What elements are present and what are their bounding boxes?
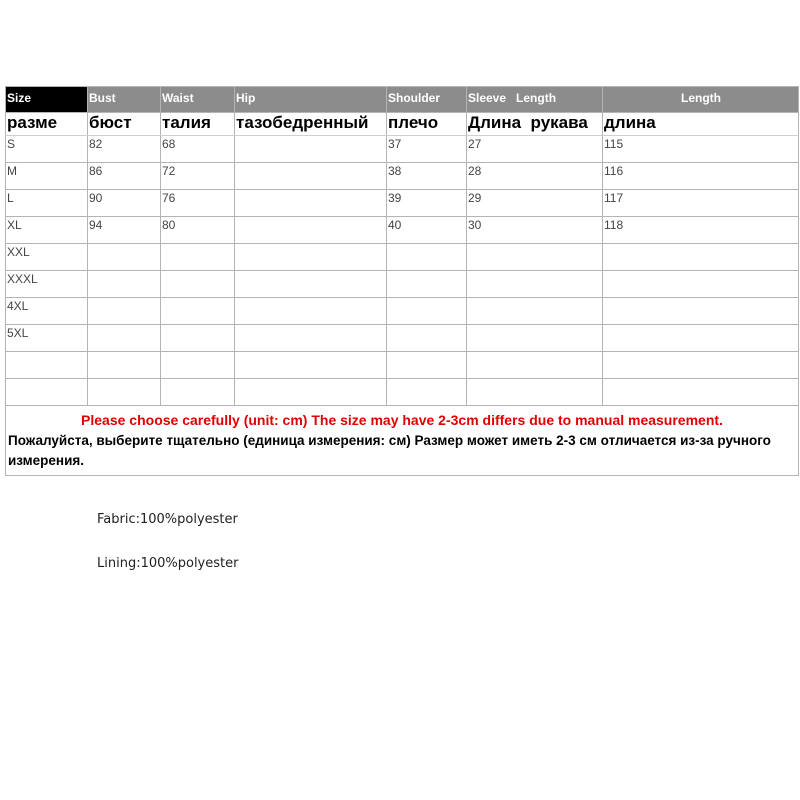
cell-waist <box>161 298 235 325</box>
cell-length: 118 <box>603 217 799 244</box>
cell-hip <box>235 190 387 217</box>
cell-size: S <box>6 136 88 163</box>
cell-length <box>603 379 799 406</box>
cell-waist: 76 <box>161 190 235 217</box>
note-english: Please choose carefully (unit: cm) The size may have 2-3cm differs due to manual measurement. <box>81 412 723 428</box>
table-row <box>6 379 799 406</box>
cell-length <box>603 244 799 271</box>
header-ru-sleeve-length: Длина рукава <box>467 113 603 136</box>
header-hip: Hip <box>235 87 387 113</box>
header-ru-length: длина <box>603 113 799 136</box>
cell-size: XL <box>6 217 88 244</box>
header-sleeve-length: Sleeve Length <box>467 87 603 113</box>
lining-info: Lining:100%polyester <box>97 556 239 571</box>
cell-sleeve-length: 27 <box>467 136 603 163</box>
cell-bust: 90 <box>88 190 161 217</box>
cell-size: L <box>6 190 88 217</box>
header-ru-bust: бюст <box>88 113 161 136</box>
header-ru-hip: тазобедренный <box>235 113 387 136</box>
cell-waist <box>161 271 235 298</box>
cell-hip <box>235 298 387 325</box>
cell-shoulder: 37 <box>387 136 467 163</box>
cell-hip <box>235 217 387 244</box>
cell-hip <box>235 136 387 163</box>
note-russian: Пожалуйста, выберите тщательно (единица измерения: см) Размер может иметь 2-3 см отличается из-за ручного измерения. <box>8 433 771 468</box>
header-ru-size: разме <box>6 113 88 136</box>
cell-size: XXXL <box>6 271 88 298</box>
size-chart-table <box>5 86 799 476</box>
cell-length <box>603 271 799 298</box>
header-row-english <box>6 87 799 113</box>
cell-shoulder <box>387 244 467 271</box>
size-rows <box>6 136 799 406</box>
cell-size <box>6 379 88 406</box>
table-row <box>6 190 799 217</box>
cell-length: 116 <box>603 163 799 190</box>
cell-size <box>6 352 88 379</box>
cell-waist <box>161 325 235 352</box>
header-ru-shoulder: плечо <box>387 113 467 136</box>
table-row <box>6 352 799 379</box>
table-row <box>6 136 799 163</box>
cell-sleeve-length <box>467 325 603 352</box>
cell-length: 115 <box>603 136 799 163</box>
table-row <box>6 217 799 244</box>
cell-sleeve-length: 30 <box>467 217 603 244</box>
cell-hip <box>235 271 387 298</box>
header-size: Size <box>6 87 88 113</box>
table-row <box>6 244 799 271</box>
cell-hip <box>235 325 387 352</box>
cell-bust <box>88 379 161 406</box>
cell-waist <box>161 379 235 406</box>
cell-length: 117 <box>603 190 799 217</box>
cell-bust: 82 <box>88 136 161 163</box>
table-row <box>6 271 799 298</box>
cell-sleeve-length <box>467 244 603 271</box>
cell-bust <box>88 244 161 271</box>
cell-waist <box>161 352 235 379</box>
cell-length <box>603 325 799 352</box>
cell-shoulder <box>387 298 467 325</box>
cell-shoulder: 40 <box>387 217 467 244</box>
header-bust: Bust <box>88 87 161 113</box>
cell-bust <box>88 325 161 352</box>
cell-sleeve-length <box>467 271 603 298</box>
cell-shoulder <box>387 379 467 406</box>
cell-sleeve-length <box>467 379 603 406</box>
cell-size: M <box>6 163 88 190</box>
cell-sleeve-length: 28 <box>467 163 603 190</box>
cell-waist: 68 <box>161 136 235 163</box>
cell-length <box>603 298 799 325</box>
cell-hip <box>235 379 387 406</box>
cell-sleeve-length <box>467 352 603 379</box>
note-row <box>6 406 799 476</box>
cell-waist <box>161 244 235 271</box>
header-length: Length <box>603 87 799 113</box>
table-row <box>6 163 799 190</box>
header-shoulder: Shoulder <box>387 87 467 113</box>
table-row <box>6 325 799 352</box>
cell-hip <box>235 244 387 271</box>
cell-sleeve-length <box>467 298 603 325</box>
cell-bust <box>88 271 161 298</box>
cell-sleeve-length: 29 <box>467 190 603 217</box>
cell-bust: 94 <box>88 217 161 244</box>
cell-shoulder: 39 <box>387 190 467 217</box>
header-row-russian <box>6 113 799 136</box>
cell-size: 5XL <box>6 325 88 352</box>
cell-waist: 80 <box>161 217 235 244</box>
header-waist: Waist <box>161 87 235 113</box>
cell-shoulder: 38 <box>387 163 467 190</box>
cell-length <box>603 352 799 379</box>
note-cell <box>6 406 799 476</box>
cell-hip <box>235 163 387 190</box>
cell-bust: 86 <box>88 163 161 190</box>
fabric-info: Fabric:100%polyester <box>97 512 238 527</box>
cell-shoulder <box>387 352 467 379</box>
cell-size: XXL <box>6 244 88 271</box>
cell-shoulder <box>387 271 467 298</box>
header-ru-waist: талия <box>161 113 235 136</box>
cell-bust <box>88 352 161 379</box>
cell-size: 4XL <box>6 298 88 325</box>
cell-waist: 72 <box>161 163 235 190</box>
cell-hip <box>235 352 387 379</box>
table-row <box>6 298 799 325</box>
cell-bust <box>88 298 161 325</box>
cell-shoulder <box>387 325 467 352</box>
